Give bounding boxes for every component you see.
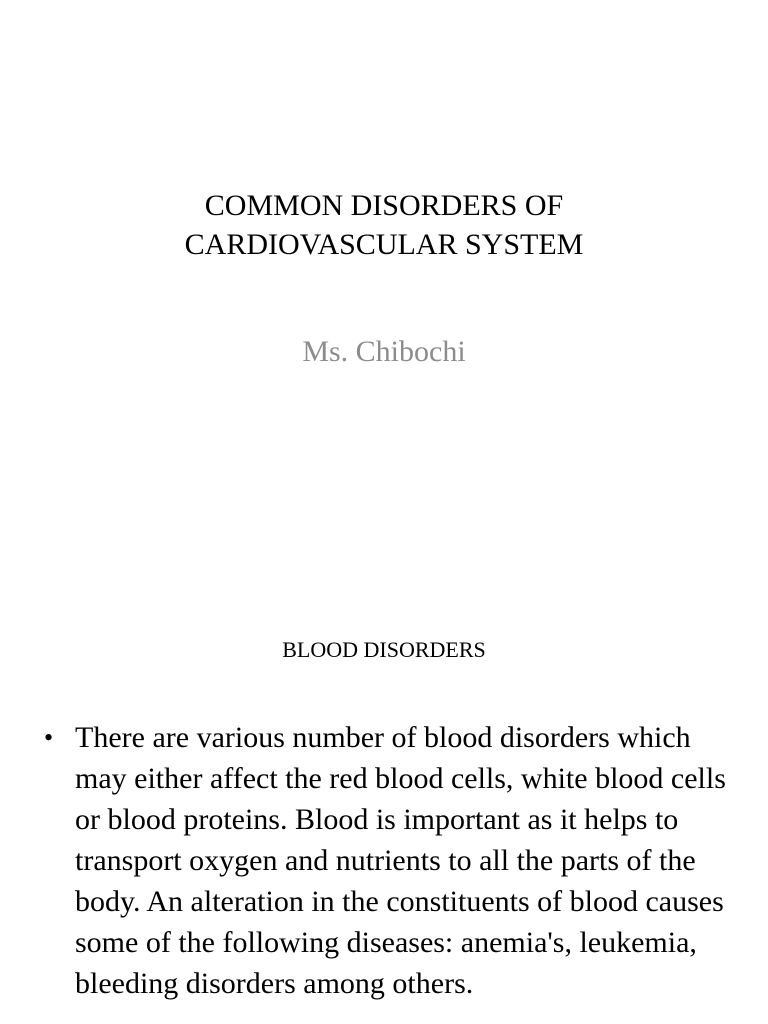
bullet-item	[44, 717, 734, 1004]
bullet-icon: •	[44, 723, 54, 752]
presentation-title-line-1: COMMON DISORDERS OF	[204, 189, 564, 222]
slide-heading: BLOOD DISORDERS	[282, 637, 486, 662]
slide-blood-disorders	[0, 512, 768, 1024]
bullet-list	[44, 717, 734, 1004]
presenter-name: Ms. Chibochi	[302, 335, 466, 368]
bullet-text: There are various number of blood disorders which may either affect the red blood cells, white blood cells or blood proteins. Blood is important as it helps to transport oxygen and nutrients to all the parts of the body. An alteration in the constituents of blood causes some of the following diseases: anemia's, leukemia, bleeding disorders among others.	[75, 721, 726, 1000]
presentation-title	[0, 186, 768, 264]
presentation-title-line-2: CARDIOVASCULAR SYSTEM	[184, 228, 584, 261]
